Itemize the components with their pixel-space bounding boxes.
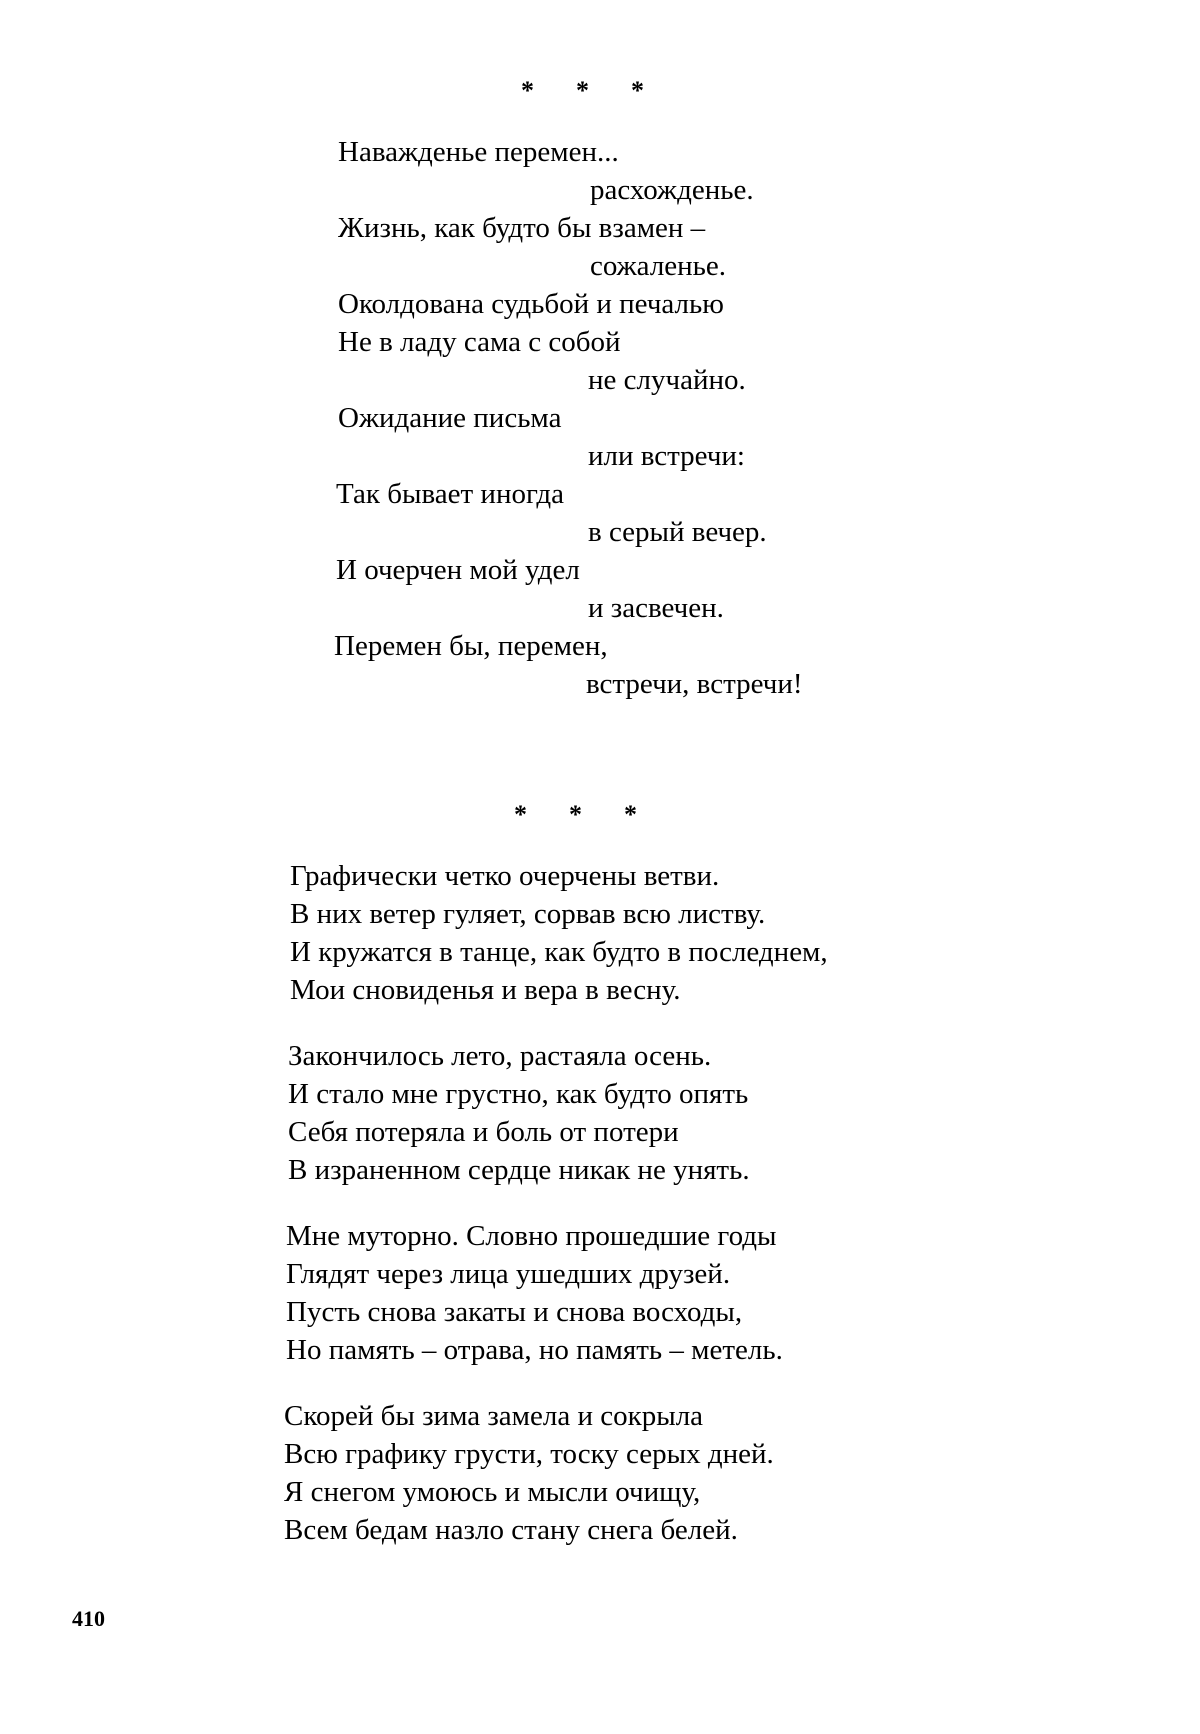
- poem-line: И кружатся в танце, как будто в последнем,: [290, 936, 828, 968]
- poem-line: не случайно.: [588, 364, 746, 396]
- poem-line: Всем бедам назло стану снега белей.: [284, 1514, 738, 1546]
- poem-line: в серый вечер.: [588, 516, 767, 548]
- poem-line: Так бывает иногда: [336, 478, 565, 510]
- poem-line: И стало мне грустно, как будто опять: [288, 1078, 749, 1110]
- poem-line: и засвечен.: [588, 592, 724, 624]
- poem-line: Но память – отрава, но память – метель.: [286, 1334, 783, 1366]
- poem-line: Всю графику грусти, тоску серых дней.: [284, 1438, 774, 1470]
- poem-line: Я снегом умоюсь и мысли очищу,: [284, 1476, 701, 1508]
- section-separator-1: [500, 76, 665, 106]
- poem-line: или встречи:: [588, 440, 745, 472]
- poem-line: Себя потеряла и боль от потери: [288, 1116, 679, 1148]
- poem-line: И очерчен мой удел: [336, 554, 580, 586]
- separator-star: *: [576, 76, 589, 105]
- poem-line: Графически четко очерчены ветви.: [290, 860, 720, 892]
- poem-line: Жизнь, как будто бы взамен –: [338, 212, 706, 244]
- separator-star: *: [569, 800, 582, 829]
- poem-line: Пусть снова закаты и снова восходы,: [286, 1296, 743, 1328]
- poem-line: Закончилось лето, растаяла осень.: [288, 1040, 712, 1072]
- poem-line: расхожденье.: [590, 174, 754, 206]
- section-separator-2: [493, 800, 658, 830]
- poem-line: сожаленье.: [590, 250, 727, 282]
- poem-line: В израненном сердце никак не унять.: [288, 1154, 750, 1186]
- page-number: 410: [72, 1606, 105, 1631]
- poem-line: встречи, встречи!: [586, 668, 803, 700]
- poem-line: Мои сновиденья и вера в весну.: [290, 974, 681, 1006]
- poem-line: Ожидание письма: [338, 402, 562, 434]
- separator-star: *: [514, 800, 527, 829]
- poem-line: Скорей бы зима замела и сокрыла: [284, 1400, 704, 1432]
- poem-line: Околдована судьбой и печалью: [338, 288, 724, 320]
- separator-star: *: [521, 76, 534, 105]
- poem-line: В них ветер гуляет, сорвав всю листву.: [290, 898, 766, 930]
- poem-line: Мне муторно. Словно прошедшие годы: [286, 1220, 777, 1252]
- poem-line: Наважденье перемен...: [338, 136, 619, 168]
- separator-star: *: [631, 76, 644, 105]
- separator-star: *: [624, 800, 637, 829]
- poem-line: Не в ладу сама с собой: [338, 326, 621, 358]
- poem-line: Перемен бы, перемен,: [334, 630, 608, 662]
- poem-line: Глядят через лица ушедших друзей.: [286, 1258, 731, 1290]
